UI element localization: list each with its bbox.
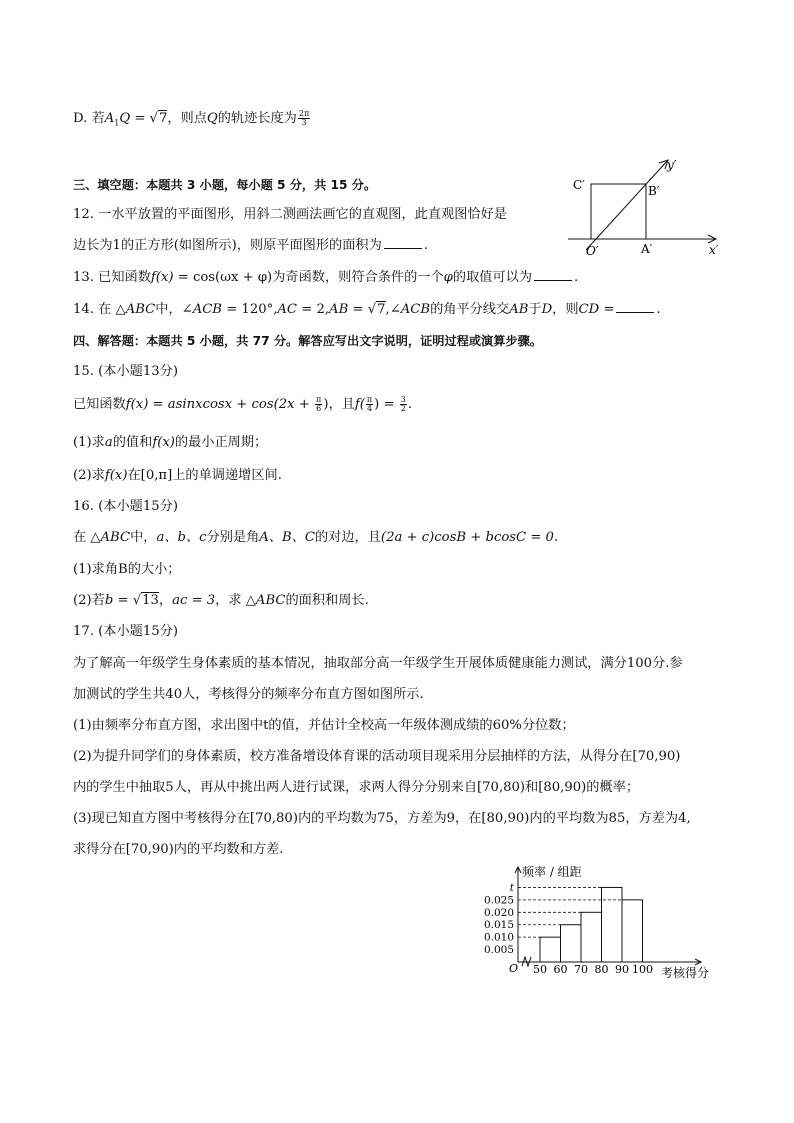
x-tick-label: 60	[553, 963, 568, 976]
q12-line1: 12. 一水平放置的平面图形，用斜二测画法画它的直观图，此直观图恰好是	[73, 207, 507, 222]
section-4-heading: 四、解答题：本题共 5 小题，共 77 分。解答应写出文字说明，证明过程或演算步骤。	[73, 334, 542, 348]
label-c: C′	[573, 178, 585, 192]
q15-stem: 已知函数f(x) = asinxcosx + cos(2x + $\frac{\pi}{6}$ )，且f( $\frac{\pi}{4}$ ) = $\frac{3}{2}$ .	[73, 395, 413, 413]
y-tick-label: 0.005	[483, 944, 514, 957]
q17-title: 17. (本小题15分)	[73, 624, 178, 639]
x-tick-label: 90	[615, 963, 629, 976]
q12-line2: 边长为1的正方形(如图所示)，则原平面图形的面积为 .	[73, 238, 429, 253]
q16-stem: 在 △ABC中，a、b、c分别是角A、B、C的对边，且(2a + c)cosB + bcosC = 0.	[73, 530, 559, 545]
q16-part1: (1)求角B的大小；	[73, 562, 181, 577]
y-tick-label: 0.025	[483, 894, 514, 907]
x-tick-label: 50	[533, 963, 547, 976]
q13-answer-blank[interactable]	[534, 268, 572, 281]
q13: 13. 已知函数f(x) = cos(ωx + φ)为奇函数，则符合条件的一个φ的取值可以为 .	[73, 270, 579, 285]
q15-part1: (1)求a的值和f(x)的最小正周期；	[73, 435, 268, 450]
histogram-origin: O	[509, 962, 519, 975]
q17-line3: (1)由频率分布直方图，求出图中t的值，并估计全校高一年级体测成绩的60%分位数；	[73, 718, 575, 733]
q12-answer-blank[interactable]	[384, 236, 422, 249]
x-tick-label: 100	[632, 963, 653, 976]
histogram-bar	[561, 925, 582, 962]
q16-title: 16. (本小题15分)	[73, 499, 178, 514]
x-tick-label: 70	[574, 963, 588, 976]
option-d: D. 若$A_1Q = √7$，则点Q的轨迹长度为 $\frac{2\pi}{3}$	[73, 109, 310, 128]
q12-figure	[568, 152, 728, 262]
histogram-bar	[602, 887, 623, 962]
q15-part2: (2)求f(x)在[0,π]上的单调递增区间.	[73, 468, 282, 483]
q14-answer-blank[interactable]	[616, 300, 654, 313]
label-a: A′	[641, 242, 653, 256]
q17-line4: (2)为提升同学们的身体素质，校方准备增设体育课的活动项目现采用分层抽样的方法，从得分在[70,90)	[73, 749, 681, 764]
histogram-bar	[622, 900, 643, 962]
histogram-bar	[581, 912, 602, 962]
histogram-xlabel: 考核得分	[661, 966, 710, 980]
label-x: x′	[709, 243, 719, 257]
q15-title: 15. (本小题13分)	[73, 364, 178, 379]
label-o: O′	[586, 244, 599, 258]
y-tick-label: t	[509, 881, 514, 894]
axis-break	[522, 957, 531, 966]
q17-line6: (3)现已知直方图中考核得分在[70,80)内的平均数为75，方差为9，在[80,90)内的平均数为85，方差为4,	[73, 811, 691, 826]
frequency-histogram	[478, 860, 728, 985]
histogram-ylabel: 频率 / 组距	[522, 865, 582, 879]
q17-line2: 加测试的学生共40人，考核得分的频率分布直方图如图所示.	[73, 687, 424, 702]
q17-line7: 求得分在[70,90)内的平均数和方差.	[73, 842, 284, 857]
q14: 14. 在 △ABC中，∠ACB = 120°,AC = 2,AB = √7,∠ACB的角平分线交AB于D，则CD = .	[73, 302, 661, 317]
q17-line1: 为了解高一年级学生身体素质的基本情况，抽取部分高一年级学生开展体质健康能力测试，满分100分.参	[73, 656, 683, 671]
x-tick-label: 80	[594, 963, 609, 976]
histogram-bar	[540, 937, 561, 962]
y-tick-label: 0.010	[483, 931, 514, 944]
q17-line5: 内的学生中抽取5人，再从中挑出两人进行试课，求两人得分分别来自[70,80)和[80,90)的概率；	[73, 780, 640, 795]
section-3-heading: 三、填空题：本题共 3 小题，每小题 5 分，共 15 分。	[73, 178, 377, 192]
label-y: y′	[667, 158, 677, 172]
y-tick-label: 0.015	[483, 919, 514, 932]
label-b: B′	[648, 184, 660, 198]
y-tick-label: 0.020	[483, 906, 514, 919]
q16-part2: (2)若b = √13，ac = 3，求 △ABC的面积和周长.	[73, 593, 369, 608]
